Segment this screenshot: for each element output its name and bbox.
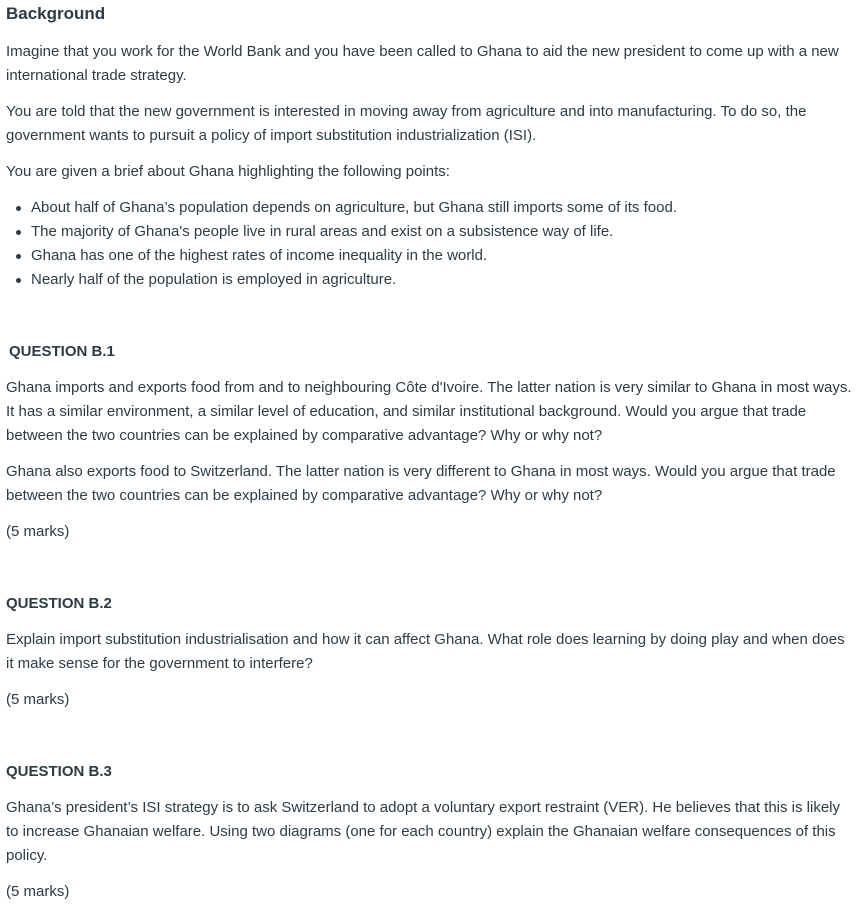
background-intro: Imagine that you work for the World Bank and you have been called to Ghana to aid the new president to come up with a new international trade strategy. — [6, 43, 839, 84]
question-b2-paragraph-1: Explain import substitution industrialisation and how it can affect Ghana. What role does learning by doing play and when does it make sense for the government to interfere? — [6, 631, 845, 672]
brief-point: About half of Ghana’s population depends on agriculture, but Ghana still imports some of its food. — [31, 196, 854, 220]
brief-points-list — [6, 196, 854, 292]
question-b3-paragraph-1: Ghana’s president’s ISI strategy is to ask Switzerland to adopt a voluntary export restraint (VER). He believes that this is likely to increase Ghanaian welfare. Using two diagrams (one for each country) explain the Ghanaian welfare consequences of this policy. — [6, 799, 841, 864]
brief-point: Ghana has one of the highest rates of income inequality in the world. — [31, 244, 854, 268]
question-b2-marks: (5 marks) — [6, 691, 70, 708]
question-b3-marks: (5 marks) — [6, 883, 70, 900]
question-b1-marks: (5 marks) — [6, 523, 70, 540]
background-heading: Background — [6, 4, 106, 23]
brief-intro: You are given a brief about Ghana highlighting the following points: — [6, 163, 450, 180]
question-b3-heading: QUESTION B.3 — [6, 763, 112, 780]
question-b1-heading: QUESTION B.1 — [9, 343, 115, 360]
background-context: You are told that the new government is interested in moving away from agriculture and into manufacturing. To do so, the government wants to pursuit a policy of import substitution industrialization (ISI). — [6, 103, 807, 144]
brief-point: The majority of Ghana's people live in rural areas and exist on a subsistence way of life. — [31, 220, 854, 244]
question-b2-heading: QUESTION B.2 — [6, 595, 112, 612]
question-b1-paragraph-1: Ghana imports and exports food from and to neighbouring Côte d'Ivoire. The latter nation is very similar to Ghana in most ways. It has a similar environment, a similar level of education, and similar institutional background. Would you argue that trade between the two countries can be explained by comparative advantage? Why or why not? — [6, 379, 852, 444]
brief-point: Nearly half of the population is employed in agriculture. — [31, 268, 854, 292]
question-b1-paragraph-2: Ghana also exports food to Switzerland. The latter nation is very different to Ghana in most ways. Would you argue that trade between the two countries can be explained by comparative advantage? Why or why not? — [6, 463, 836, 504]
